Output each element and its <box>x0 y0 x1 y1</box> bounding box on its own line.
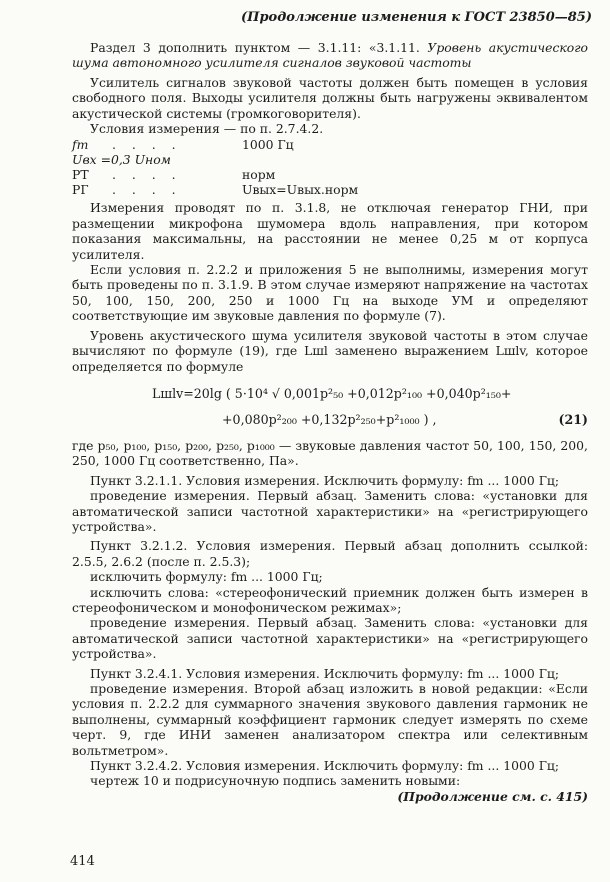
item-1: проведение измерения. Первый абзац. Заменить слова: «установки для автоматической записи частотной характеристики» на «регистрирующего устройства». <box>72 488 588 534</box>
body-text <box>72 40 588 804</box>
item-3: исключить формулу: fm ... 1000 Гц; <box>90 569 323 585</box>
item-7: проведение измерения. Второй абзац изложить в новой редакции: «Если условия п. 2.2.2 для суммарного значения звукового давления гармоник не выполнены, суммарный коэффициент гармоник следует измерять по схеме черт. 9, где ИНИ заменен анализатором спектра или селективным вольтметром». <box>72 681 588 758</box>
paragraph-4: Уровень акустического шума усилителя звуковой частоты в этом случае вычисляют по формуле (19), где Lшl заменено выражением Lшlv, которое определяется по формуле <box>72 327 588 374</box>
item-8: Пункт 3.2.4.2. Условия измерения. Исключить формулу: fm ... 1000 Гц; <box>90 758 560 774</box>
section-intro: Раздел 3 дополнить пунктом — 3.1.11: «3.1.11. Уровень акустического шума автономного усилителя сигналов звуковой частоты <box>72 40 588 71</box>
paragraph-5: где p₅₀, p₁₀₀, p₁₅₀, p₂₀₀, p₂₅₀, p₁₀₀₀ — звуковые давления частот 50, 100, 150, 200, 250, 1000 Гц соответственно, Па». <box>72 437 588 469</box>
page-number: 414 <box>70 854 95 869</box>
paragraph-3: Если условия п. 2.2.2 и приложения 5 не выполнимы, измерения могут быть проведены по п. 3.1.9. В этом случае измеряют напряжение на частотах 50, 100, 150, 200, 250 и 1000 Гц на выходе УМ и определяют соответствующие им звуковые давления по формуле (7). <box>72 262 588 324</box>
item-0: Пункт 3.2.1.1. Условия измерения. Исключить формулу: fm ... 1000 Гц; <box>90 472 560 488</box>
paragraph-1: Усилитель сигналов звуковой частоты должен быть помещен в условия свободного поля. Выходы усилителя должны быть нагружены эквивалентом акустической системы (громкоговорителя). <box>72 74 588 121</box>
condition-row: РТ . . . . норм <box>72 167 276 183</box>
formula-line-2: +0,080p²₂₀₀ +0,132p²₂₅₀+p²₁₀₀₀ ) , <box>222 411 437 427</box>
condition-row: Uвх =0,3 Uном <box>72 152 171 168</box>
item-6: Пункт 3.2.4.1. Условия измерения. Исключить формулу: fm ... 1000 Гц; <box>90 665 560 681</box>
formula-line-1: Lшlv=20lg ( 5·10⁴ √ 0,001p²₅₀ +0,012p²₁₀₀ +0,040p²₁₅₀+ <box>152 385 512 401</box>
item-5: проведение измерения. Первый абзац. Заменить слова: «установки для автоматической записи частотной характеристики» на «регистрирующего устройства». <box>72 615 588 662</box>
condition-row: РГ . . . . Uвых=Uвых.норм <box>72 182 359 198</box>
item-4: исключить слова: «стереофонический приемник должен быть измерен в стереофоническом и монофоническом режимах»; <box>72 584 588 615</box>
continued-note: (Продолжение см. с. 415) <box>397 788 588 804</box>
condition-row: fm . . . . 1000 Гц <box>72 137 294 153</box>
paragraph-2: Измерения проводят по п. 3.1.8, не отключая генератор ГНИ, при размещении микрофона шумомера вдоль направления, при котором показания максимальны, на расстоянии не менее 0,25 м от корпуса усилителя. <box>72 200 588 262</box>
formula-21 <box>72 380 588 436</box>
conditions-list <box>72 137 588 197</box>
item-9: чертеж 10 и подрисуночную подпись заменить новыми: <box>90 773 461 789</box>
item-2: Пункт 3.2.1.2. Условия измерения. Первый абзац дополнить ссылкой: 2.5.5, 2.6.2 (после п. 2.5.3); <box>72 538 588 569</box>
formula-number: (21) <box>558 411 588 427</box>
conditions-title: Условия измерения — по п. 2.7.4.2. <box>90 121 324 137</box>
running-header: (Продолжение изменения к ГОСТ 23850—85) <box>241 10 592 25</box>
